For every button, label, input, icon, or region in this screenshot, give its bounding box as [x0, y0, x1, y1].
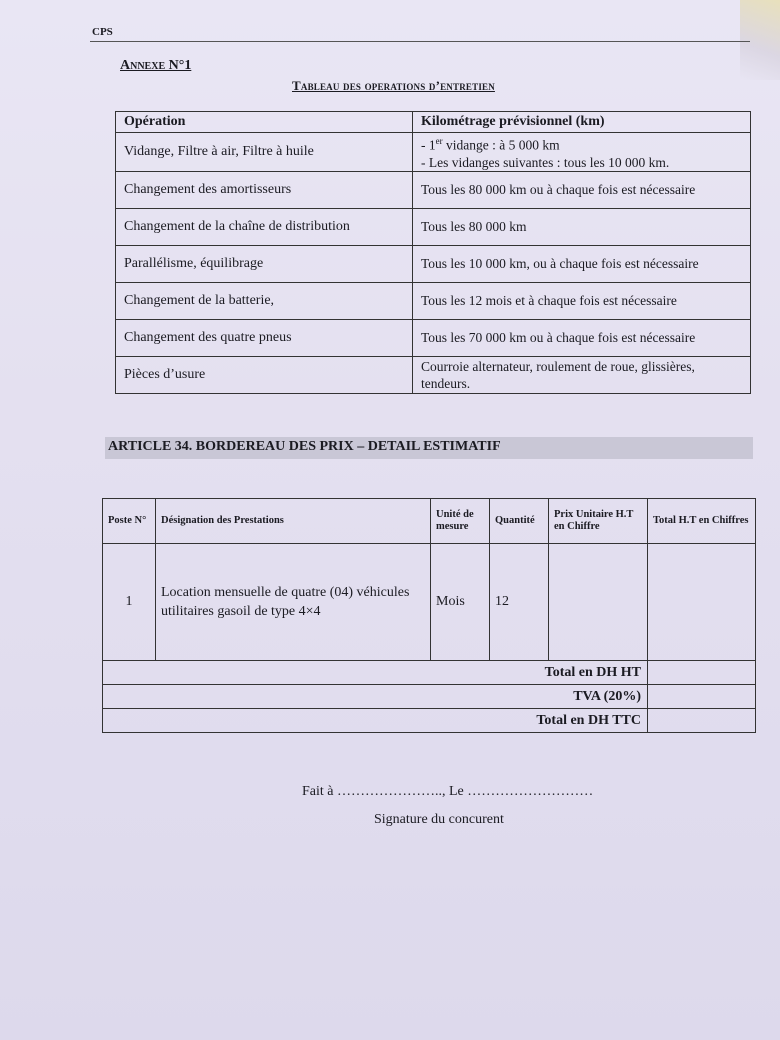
table-row — [116, 208, 751, 245]
header-designation: Désignation des Prestations — [156, 499, 431, 544]
km-cell: Tous les 12 mois et à chaque fois est nécessaire — [413, 282, 751, 319]
header-unite: Unité de mesure — [431, 499, 490, 544]
total-ttc-label: Total en DH TTC — [103, 709, 648, 733]
table-row — [116, 319, 751, 356]
header-operation: Opération — [116, 112, 413, 133]
header-total-ht: Total H.T en Chiffres — [648, 499, 756, 544]
km-cell: Tous les 80 000 km ou à chaque fois est nécessaire — [413, 171, 751, 208]
total-ht-cell — [648, 544, 756, 661]
signature-label: Signature du concurent — [374, 812, 504, 827]
km-cell: Tous les 10 000 km, ou à chaque fois est nécessaire — [413, 245, 751, 282]
prix-unitaire-cell — [549, 544, 648, 661]
table-row — [103, 544, 756, 661]
header-poste: Poste N° — [103, 499, 156, 544]
header-quantite: Quantité — [490, 499, 549, 544]
page-corner-shadow — [740, 0, 780, 80]
tva-label: TVA (20%) — [103, 685, 648, 709]
maintenance-table — [115, 111, 751, 394]
price-table — [102, 498, 756, 733]
km-cell: Tous les 80 000 km — [413, 208, 751, 245]
designation-cell: Location mensuelle de quatre (04) véhicules utilitaires gasoil de type 4×4 — [156, 544, 431, 661]
article-heading: ARTICLE 34. BORDEREAU DES PRIX – DETAIL ESTIMATIF — [105, 437, 753, 459]
annexe-title: Annexe N°1 — [120, 58, 192, 73]
operation-cell: Vidange, Filtre à air, Filtre à huile — [116, 133, 413, 172]
maintenance-table-title: Tableau des operations d’entretien — [292, 78, 495, 93]
table-row — [116, 133, 751, 172]
header-label: CPS — [92, 26, 113, 38]
km-line-2: - Les vidanges suivantes : tous les 10 000 km. — [421, 154, 670, 170]
unite-cell: Mois — [431, 544, 490, 661]
table-row — [116, 282, 751, 319]
total-ttc-value — [648, 709, 756, 733]
km-line-1: - 1er vidange : à 5 000 km — [421, 136, 560, 153]
operation-cell: Pièces d’usure — [116, 356, 413, 393]
quantite-cell: 12 — [490, 544, 549, 661]
operation-cell: Changement de la chaîne de distribution — [116, 208, 413, 245]
table-row — [116, 171, 751, 208]
tva-value — [648, 685, 756, 709]
operation-cell: Parallélisme, équilibrage — [116, 245, 413, 282]
maintenance-header-row — [116, 112, 751, 133]
total-ttc-row — [103, 709, 756, 733]
operation-cell: Changement des quatre pneus — [116, 319, 413, 356]
poste-cell: 1 — [103, 544, 156, 661]
total-ht-value — [648, 661, 756, 685]
total-ht-row — [103, 661, 756, 685]
header-km: Kilométrage prévisionnel (km) — [413, 112, 751, 133]
place-date-line: Fait à ………………….., Le ……………………… — [302, 784, 594, 799]
header-rule — [90, 41, 750, 42]
tva-row — [103, 685, 756, 709]
km-cell — [413, 133, 751, 172]
header-prix-unitaire: Prix Unitaire H.T en Chiffre — [549, 499, 648, 544]
km-cell: Courroie alternateur, roulement de roue, glissières, tendeurs. — [413, 356, 751, 393]
table-row — [116, 245, 751, 282]
km-cell: Tous les 70 000 km ou à chaque fois est nécessaire — [413, 319, 751, 356]
operation-cell: Changement des amortisseurs — [116, 171, 413, 208]
price-header-row — [103, 499, 756, 544]
table-row — [116, 356, 751, 393]
operation-cell: Changement de la batterie, — [116, 282, 413, 319]
total-ht-label: Total en DH HT — [103, 661, 648, 685]
